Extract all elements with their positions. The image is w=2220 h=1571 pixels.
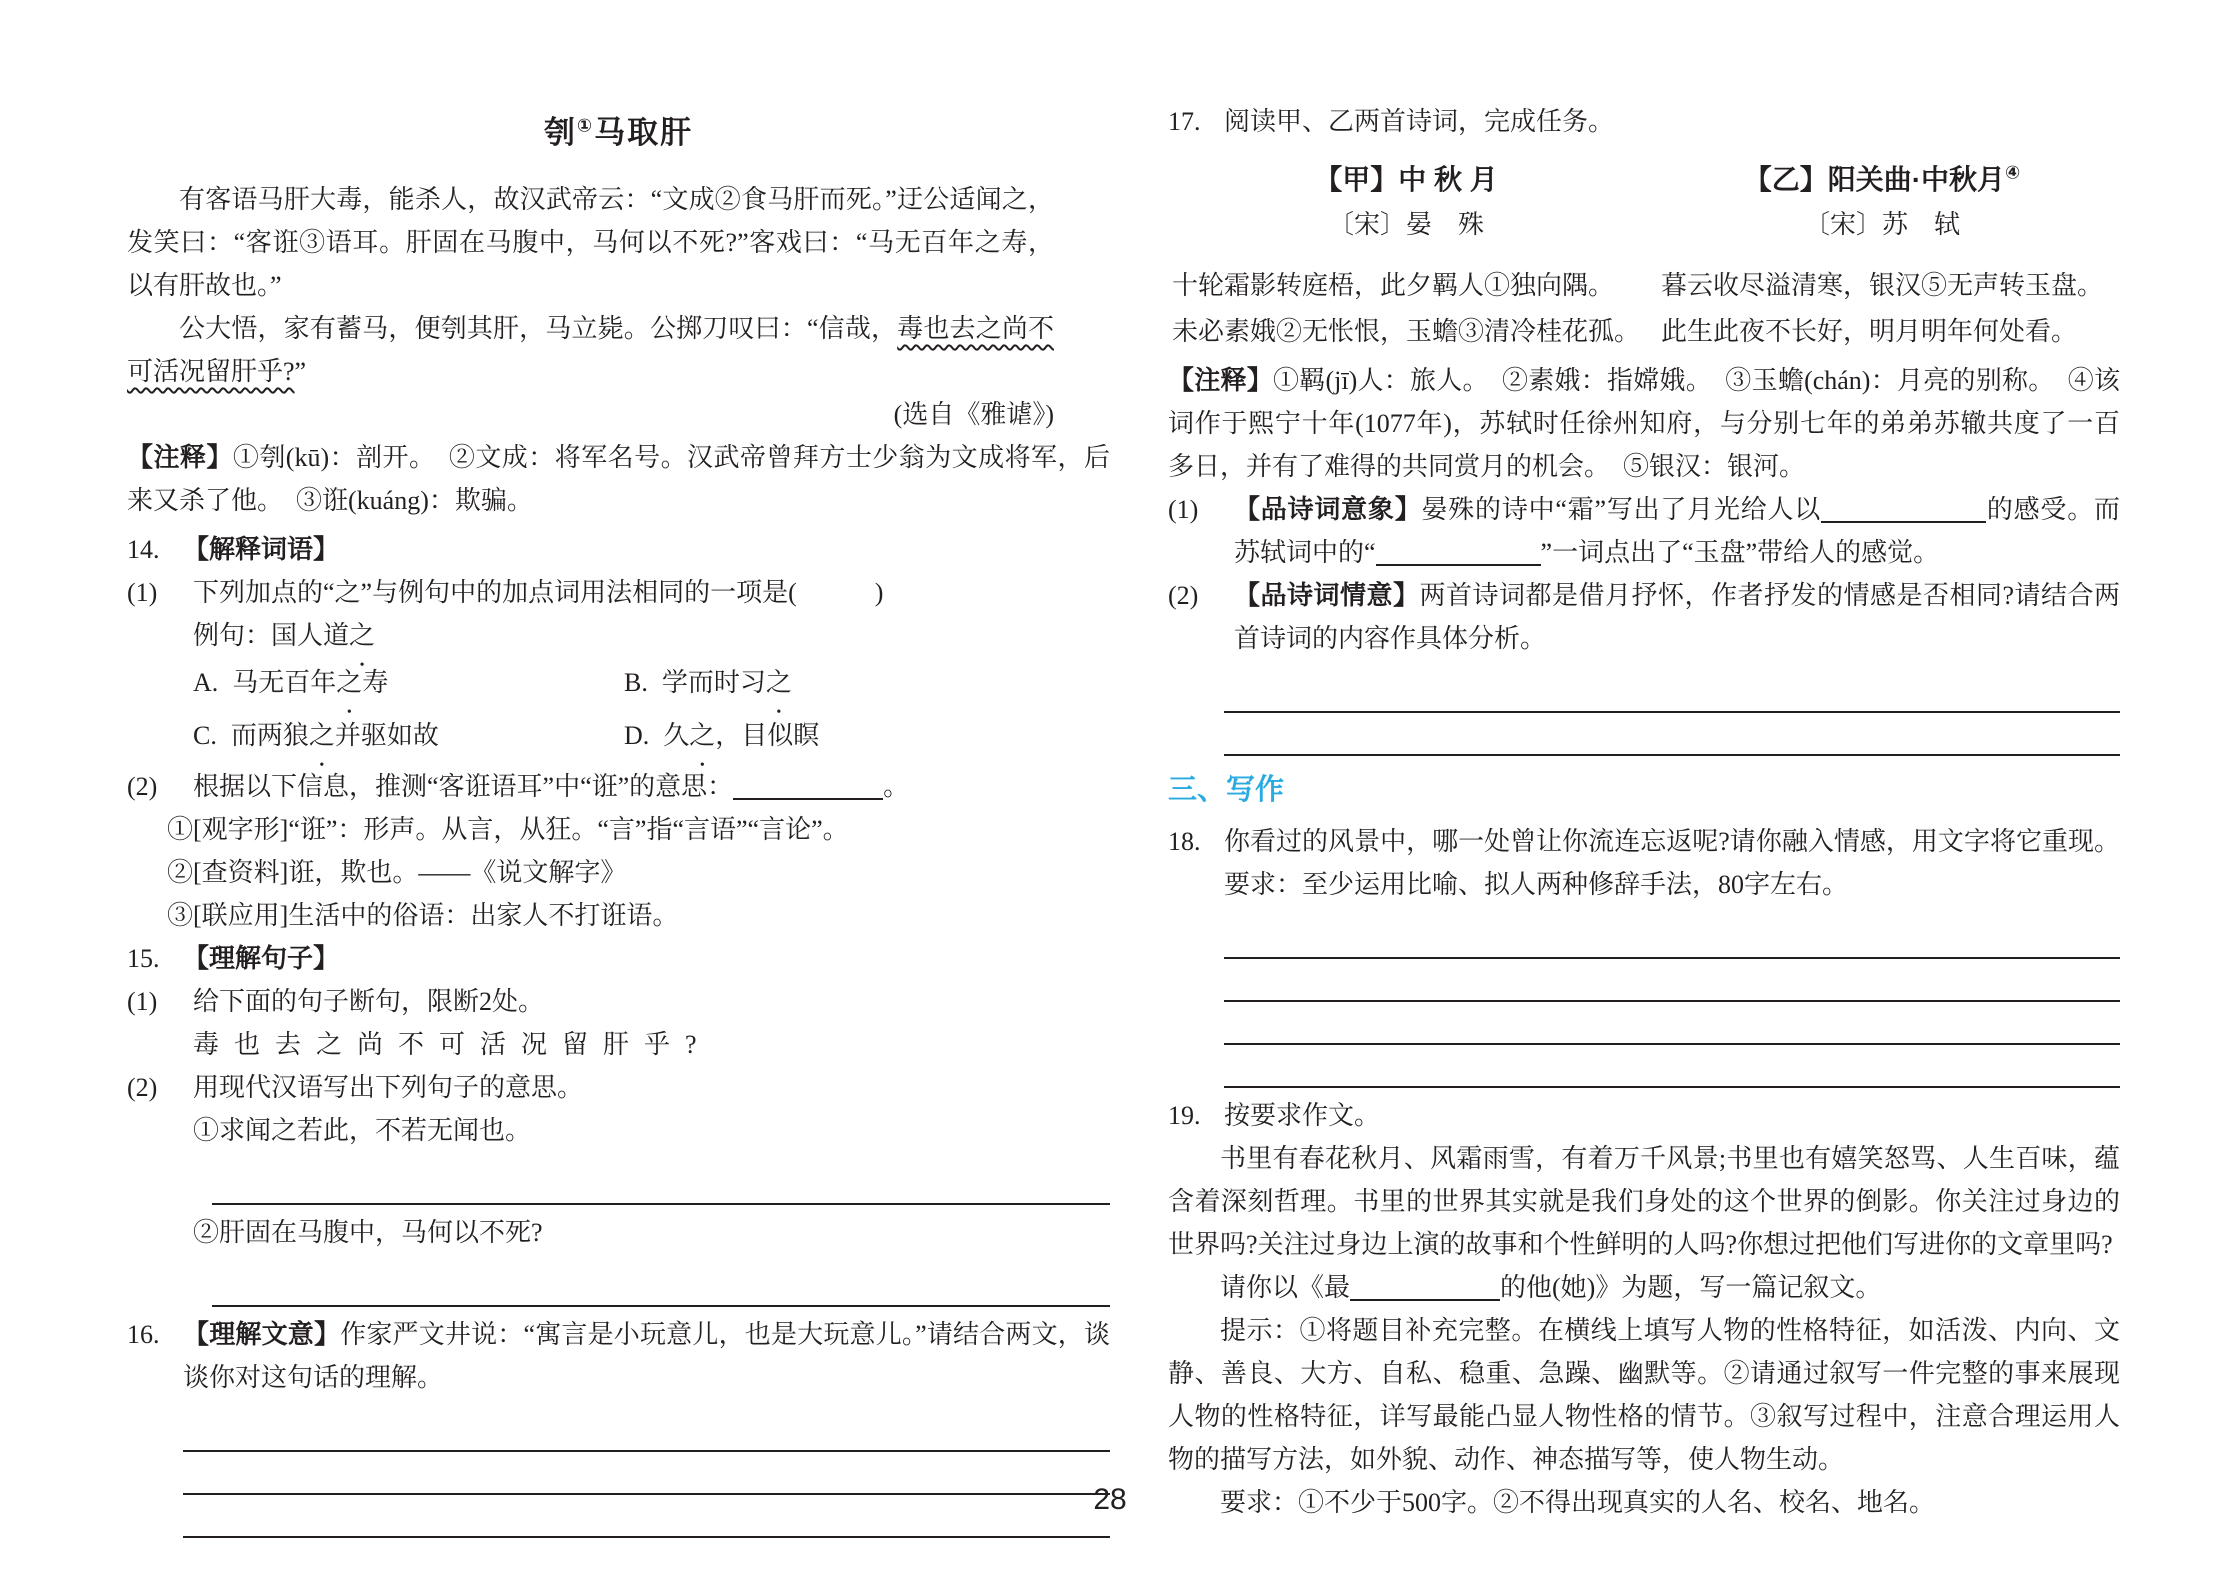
passage-notes (127, 436, 1110, 522)
passage-title-pre: 刳 (543, 115, 577, 150)
example-dotted-char: 之 (349, 621, 376, 650)
sentence-to-punctuate: 毒也去之尚不可活况留肝乎? (193, 1030, 712, 1059)
option-c-label: C. (193, 721, 217, 750)
passage-p2-wavy-underlined: 毒也去之尚不可活况留肝乎? (127, 314, 1054, 386)
poem-yi-tag: 【乙】 (1743, 164, 1828, 195)
question-14-2 (127, 765, 1110, 808)
question-14-tag: 【解释词语】 (183, 534, 340, 564)
passage-title (127, 110, 1110, 156)
question-16-number: 16. (127, 1320, 160, 1349)
poem-notes-text: ①羁(jī)人：旅人。 ②素娥：指嫦娥。 ③玉蟾(chán)：月亮的别称。 ④该词作于熙宁十年(1077年)，苏轼时任徐州知府，与分别七年的弟弟苏辙共度了一百多日，并有了难得的共同赏月的机会。 ⑤银汉：银河。 (1168, 366, 2120, 481)
answer-line (1224, 1002, 2120, 1045)
clue-item-3: ③[联应用]生活中的俗语：出家人不打诳语。 (167, 901, 679, 930)
option-d-dotted-char: 之 (689, 721, 716, 750)
option-d-pre: 久 (663, 721, 690, 750)
question-17-1 (1168, 488, 2120, 574)
option-c-post: 并驱如故 (334, 721, 439, 750)
question-14-2-number: (2) (127, 772, 158, 801)
question-17-2-number: (2) (1168, 581, 1199, 610)
fill-in-blank (1376, 538, 1541, 566)
clue-item-2: ②[查资料]诳，欺也。——《说文解字》 (167, 858, 627, 887)
poem-jia-line-2: 未必素娥②无怅恨，玉蟾③清冷桂花孤。 (1171, 317, 1640, 346)
passage-p2-pre: 公大悟，家有蓄马，便刳其肝，马立毙。公掷刀叹曰：“信哉， (179, 314, 898, 343)
option-d-label: D. (623, 721, 650, 750)
question-19-p2-post: 的他(她)》为题，写一篇记叙文。 (1500, 1273, 1882, 1302)
question-16-tag: 【理解文意】 (183, 1319, 341, 1349)
question-17-2 (1168, 574, 2120, 660)
question-14-number: 14. (127, 535, 160, 564)
question-15-1-number: (1) (127, 987, 158, 1016)
poem-notes (1168, 359, 2120, 488)
poem-yi-title-text: 阳关曲·中秋月 (1827, 164, 2006, 195)
fill-in-blank (1821, 495, 1986, 523)
question-14-1-options (193, 661, 1110, 757)
question-14-1-number: (1) (127, 578, 158, 607)
answer-line (1224, 959, 2120, 1002)
fill-in-blank (1350, 1273, 1500, 1301)
poem-jia (1168, 159, 1644, 355)
option-c-pre: 而两狼 (230, 721, 309, 750)
question-14-1 (127, 571, 1110, 614)
right-column (1168, 100, 2120, 1524)
question-15-1 (127, 980, 1110, 1023)
answer-line (212, 1264, 1110, 1307)
question-17-1-text-c: ”一词点出了“玉盘”带给人的感觉。 (1540, 538, 1940, 567)
question-19-text: 按要求作文。 (1224, 1101, 1381, 1130)
option-c (193, 714, 624, 757)
question-17-1-tag: 【品诗词意象】 (1234, 494, 1422, 524)
question-17-2-text: 两首诗词都是借月抒怀，作者抒发的情感是否相同?请结合两首诗词的内容作具体分析。 (1234, 581, 2120, 653)
answer-line (1224, 713, 2120, 756)
question-17-2-tag: 【品诗词情意】 (1234, 580, 1420, 610)
question-17-1-text-a: 晏殊的诗中“霜”写出了月光给人以 (1421, 495, 1822, 524)
question-15 (127, 937, 1110, 980)
poem-yi-line-2: 此生此夜不长好，明月明年何处看。 (1660, 317, 2077, 346)
clue-item-1: ①[观字形]“诳”：形声。从言，从狂。“言”指“言语”“言论”。 (167, 815, 849, 844)
fill-in-blank (733, 772, 883, 800)
question-17 (1168, 100, 2120, 143)
question-19 (1168, 1094, 2120, 1137)
poem-yi (1644, 159, 2120, 355)
option-a-pre: 马无百年 (232, 668, 337, 697)
passage-source: (选自《雅谑》) (893, 400, 1054, 429)
option-b-pre: 学而时习 (661, 668, 766, 697)
answer-line (183, 1409, 1110, 1452)
passage-title-post: 马取肝 (594, 115, 694, 150)
notes-tag: 【注释】 (127, 442, 233, 472)
poem-jia-lines (1172, 263, 1640, 355)
classical-passage (127, 178, 1054, 393)
question-15-2 (127, 1066, 1110, 1109)
answer-line (212, 1162, 1110, 1205)
question-19-paragraph-4: 要求：①不少于500字。②不得出现真实的人名、校名、地名。 (1220, 1488, 1936, 1517)
poem-jia-line-1: 十轮霜影转庭梧，此夕羁人①独向隅。 (1171, 271, 1614, 300)
question-15-tag: 【理解句子】 (183, 943, 340, 973)
option-d-post: ，目似瞑 (715, 721, 820, 750)
question-14 (127, 528, 1110, 571)
page-number: 28 (1093, 1483, 1127, 1516)
option-d (624, 714, 1110, 757)
question-17-number: 17. (1168, 107, 1201, 136)
option-a-label: A. (193, 668, 219, 697)
question-19-number: 19. (1168, 1101, 1201, 1130)
translate-item-1: ①求闻之若此，不若无闻也。 (193, 1116, 532, 1145)
question-15-1-text: 给下面的句子断句，限断2处。 (193, 987, 545, 1016)
poem-jia-tag: 【甲】 (1314, 164, 1399, 195)
question-18 (1168, 820, 2120, 906)
question-19-paragraph-3: 提示：①将题目补充完整。在横线上填写人物的性格特征，如活泼、内向、文静、善良、大方、自私、稳重、急躁、幽默等。②请通过叙写一件完整的事来展现人物的性格特征，详写最能凸显人物性格的情节。③叙写过程中，注意合理运用人物的描写方法，如外貌、动作、神态描写等，使人物生动。 (1168, 1316, 2120, 1474)
question-15-2-text: 用现代汉语写出下列句子的意思。 (193, 1073, 584, 1102)
passage-paragraph-1 (127, 178, 1054, 307)
question-14-2-text: 根据以下信息，推测“客诳语耳”中“诳”的意思： (193, 772, 734, 801)
passage-title-footnote-mark: ① (576, 115, 595, 136)
example-text: 例句：国人道 (193, 621, 350, 650)
question-17-1-number: (1) (1168, 495, 1199, 524)
question-16 (127, 1313, 1110, 1399)
question-18-text: 你看过的风景中，哪一处曾让你流连忘返呢?请你融入情感，用文字将它重现。要求：至少运用比喻、拟人两种修辞手法，80字左右。 (1224, 827, 2120, 899)
question-15-2-number: (2) (127, 1073, 158, 1102)
section-writing-header: 三、写作 (1168, 774, 1285, 806)
option-a-dotted-char: 之 (336, 668, 363, 697)
option-c-dotted-char: 之 (308, 721, 335, 750)
passage-p1-text: 有客语马肝大毒，能杀人，故汉武帝云：“文成②食马肝而死。”迂公适闻之，发笑曰：“客诳③语耳。肝固在马腹中，马何以不死?”客戏曰：“马无百年之寿，以有肝故也。” (127, 185, 1054, 300)
answer-line (1224, 670, 2120, 713)
left-column (127, 110, 1110, 1538)
question-15-number: 15. (127, 944, 160, 973)
question-16-text: 作家严文井说：“寓言是小玩意儿，也是大玩意儿。”请结合两文，谈谈你对这句话的理解。 (183, 1320, 1110, 1392)
question-14-1-example (193, 614, 1110, 657)
poem-yi-title-sup: ④ (2005, 162, 2021, 183)
translate-item-2: ②肝固在马腹中，马何以不死? (193, 1218, 543, 1247)
poem-jia-title (1168, 159, 1644, 201)
question-17-text: 阅读甲、乙两首诗词，完成任务。 (1224, 107, 1615, 136)
question-17-1-text-b: 的感受。而苏轼词中的“ (1234, 495, 2120, 567)
poem-yi-line-1: 暮云收尽溢清寒，银汉⑤无声转玉盘。 (1660, 271, 2103, 300)
poem-notes-tag: 【注释】 (1168, 365, 1274, 395)
answer-line (1224, 1045, 2120, 1088)
poem-jia-author: 〔宋〕晏 殊 (1327, 210, 1484, 239)
passage-paragraph-2 (127, 307, 1054, 393)
option-a-post: 寿 (362, 668, 389, 697)
question-14-1-text: 下列加点的“之”与例句中的加点词用法相同的一项是( ) (193, 578, 884, 607)
poem-yi-author: 〔宋〕苏 轼 (1803, 210, 1960, 239)
question-14-2-period: 。 (883, 772, 910, 801)
poem-yi-lines (1661, 263, 2103, 355)
passage-p2-post: ” (294, 357, 307, 386)
poem-pair (1168, 159, 2120, 355)
option-a (193, 661, 624, 704)
notes-text: ①刳(kū)：剖开。 ②文成：将军名号。汉武帝曾拜方士少翁为文成将军，后来又杀了他。 ③诳(kuáng)：欺骗。 (127, 443, 1110, 515)
question-18-number: 18. (1168, 827, 1201, 856)
answer-line (1224, 916, 2120, 959)
option-b-label: B. (623, 668, 648, 697)
poem-jia-title-text: 中 秋 月 (1398, 164, 1498, 195)
option-b-dotted-char: 之 (765, 668, 792, 697)
question-19-p2-pre: 请你以《最 (1220, 1273, 1351, 1302)
poem-yi-title (1644, 159, 2120, 201)
question-19-paragraph-2 (1168, 1266, 2120, 1309)
question-19-paragraph-1: 书里有春花秋月、风霜雨雪，有着万千风景;书里也有嬉笑怒骂、人生百味，蕴含着深刻哲理。书里的世界其实就是我们身处的这个世界的倒影。你关注过身边的世界吗?关注过身边上演的故事和个性鲜明的人吗?你想过把他们写进你的文章里吗? (1168, 1144, 2120, 1259)
option-b (624, 661, 1110, 704)
